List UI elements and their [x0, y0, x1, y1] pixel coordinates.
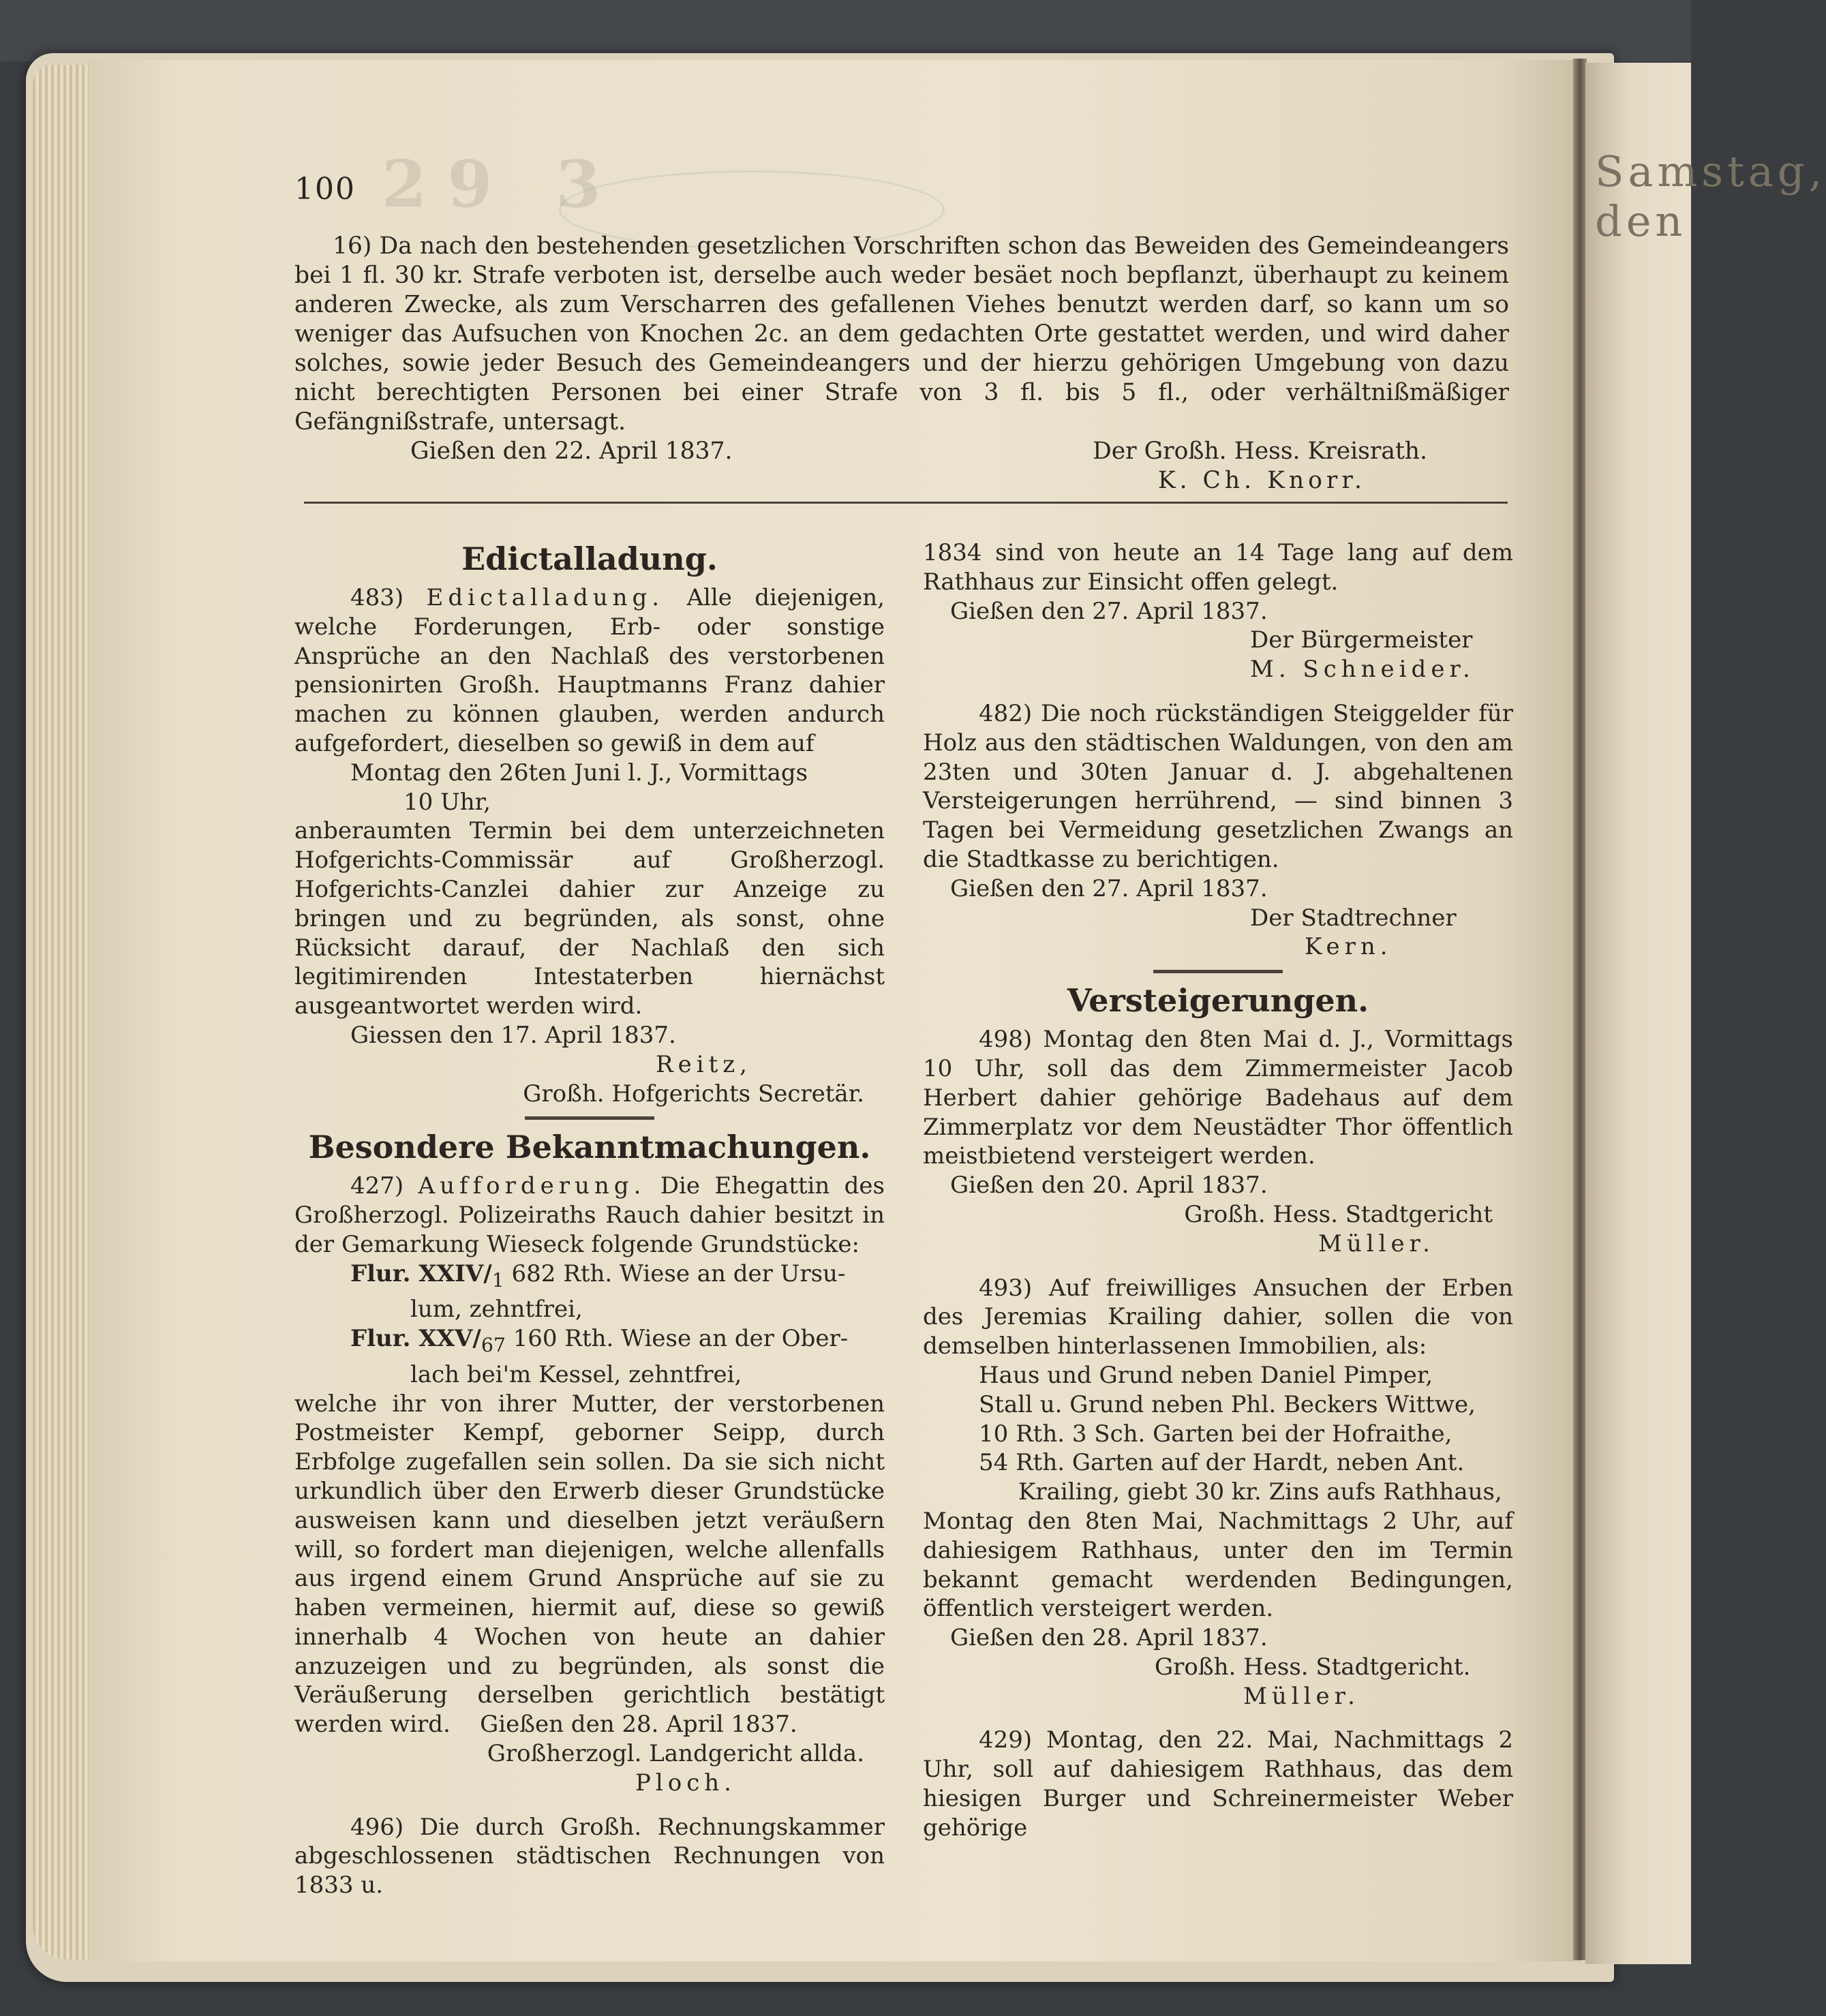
- notice-498: 498) Montag den 8ten Mai d. J., Vormittags 10 Uhr, soll das dem Zimmermeister Jacob Herbert dahier gehörige Badehaus auf dem Zimmerplatz vor dem Neustädter Thor öffentlich meistbietend versteigert werden.: [923, 1026, 1513, 1170]
- spacer: [294, 1798, 885, 1813]
- left-column: [294, 538, 885, 1900]
- top-notice: [294, 232, 1509, 495]
- notice-496: 496) Die durch Großh. Rechnungskammer abgeschlossenen städtischen Rechnungen von 1833 u.: [294, 1813, 885, 1899]
- heading-edictalladung: Edictalladung.: [461, 540, 718, 577]
- top-notice-body: 16) Da nach den bestehenden gesetzlichen Vorschriften schon das Beweiden des Gemeindeangers bei 1 fl. 30 kr. Strafe verboten ist, derselbe auch weder besäet noch bepflanzt, überhaupt zu keinem anderen Zwecke, als zum Verscharren des gefallenen Viehes benutzt werden darf, so kann um so weniger das Aufsuchen von Knochen 2c. an dem gedachten Orte gestattet werden, und wird daher solches, sowie jeder Besuch des Gemeindeangers und der hierzu gehörigen Umgebung von dazu nicht berechtigten Personen bei einer Strafe von 3 fl. bis 5 fl., oder verhältnißmäßiger Gefängnißstrafe, untersagt.: [294, 232, 1509, 436]
- top-notice-signature-line: [294, 437, 1509, 466]
- notice-427: [294, 1172, 885, 1259]
- notice-483-body: Alle diejenigen, welche Forderungen, Erb- oder sonstige Ansprüche an den Nachlaß des verstorbenen pensionirten Großh. Hauptmanns Franz dahier machen zu können glauben, werden andurch aufgefordert, dieselben so gewiß in dem auf: [294, 584, 885, 757]
- notice-498-authority: Großh. Hess. Stadtgericht: [1184, 1200, 1493, 1228]
- parcel-2-cont: lach bei'm Kessel, zehntfrei,: [410, 1360, 742, 1388]
- notice-483-signature: Reitz,: [656, 1050, 752, 1078]
- bleed-through-text: 29 3: [382, 147, 622, 222]
- notice-483-date-line: Montag den 26ten Juni l. J., Vormittags: [350, 759, 808, 786]
- parcel-2-desc: 160 Rth. Wiese an der Ober-: [505, 1325, 849, 1353]
- notice-427-place-date: Gießen den 28. April 1837.: [480, 1711, 797, 1739]
- notice-482: 482) Die noch rückständigen Steiggelder für Holz aus den städtischen Waldungen, von den am 23ten und 30ten Januar d. J. abgehaltenen Versteigerungen herrührend, — sind binnen 3 Tagen bei Vermeidung gesetzlichen Zwangs an die Stadtkasse zu berichtigen.: [923, 699, 1513, 873]
- parcel-1: [294, 1259, 885, 1296]
- notice-482-authority: Der Stadtrechner: [1250, 904, 1457, 932]
- parcel-1-desc: 682 Rth. Wiese an der Ursu-: [504, 1259, 846, 1287]
- parcel-2: [294, 1324, 885, 1360]
- parcel-1-sub: 1: [491, 1268, 504, 1292]
- notice-429: 429) Montag, den 22. Mai, Nachmittags 2 Uhr, soll auf dahiesigem Rathhaus, das dem hiesigen Burger und Schreinermeister Weber gehörige: [923, 1726, 1513, 1842]
- notice-427-body2: welche ihr von ihrer Mutter, der verstorbenen Postmeister Kempf, geborner Seipp, durch Erbfolge zugefallen sein sollen. Da sie sich nicht urkundlich über den Erwerb dieser Grundstücke ausweisen kann und dieselben jetzt veräußern will, so fordert man diejenigen, welche allenfalls aus irgend einem Grund Ansprüche auf sie zu haben vermeinen, hiermit auf, diese so gewiß innerhalb 4 Wochen von heute an dahier anzuzeigen und zu begründen, als sonst die Veräußerung derselben gerichtlich bestätigt werden wird.: [294, 1390, 885, 1739]
- notice-483-body-cont: anberaumten Termin bei dem unterzeichneten Hofgerichts-Commissär auf Großherzogl. Hofgerichts-Canzlei dahier zur Anzeige zu bringen und zu begründen, als sonst, ohne Rücksicht darauf, der Nachlaß den sich legitimirenden Intestaterben hiernächst ausgeantwortet werden wird.: [294, 817, 885, 1020]
- book-gutter: [1573, 59, 1587, 1960]
- notice-427-body-cont: [294, 1390, 885, 1740]
- notice-496-authority: Der Bürgermeister: [1250, 626, 1473, 654]
- notice-496-cont: 1834 sind von heute an 14 Tage lang auf dem Rathhaus zur Einsicht offen gelegt.: [923, 539, 1513, 596]
- notice-493-body: Montag den 8ten Mai, Nachmittags 2 Uhr, auf dahiesigem Rathhaus, unter den im Termin bekannt gemacht werdenden Bedingungen, öffentlich versteigert werden.: [923, 1507, 1513, 1623]
- notice-493-authority: Großh. Hess. Stadtgericht.: [1155, 1653, 1471, 1681]
- parcel-1-cont: lum, zehntfrei,: [410, 1296, 583, 1324]
- notice-483: [294, 583, 885, 759]
- facing-page-fragment: Samstag, den: [1595, 147, 1826, 246]
- facing-page: [1585, 63, 1691, 1964]
- top-notice-signature: K. Ch. Knorr.: [1157, 467, 1366, 494]
- notice-483-title: Edictalladung.: [426, 584, 665, 611]
- notice-493-place-date: Gießen den 28. April 1837.: [950, 1624, 1268, 1652]
- notice-498-signature: Müller.: [1318, 1230, 1435, 1257]
- top-notice-authority: Der Großh. Hess. Kreisrath.: [1093, 438, 1427, 465]
- notice-493-item-cont: Krailing, giebt 30 kr. Zins aufs Rathhaus,: [1018, 1478, 1502, 1506]
- notice-483-signature-title: Großh. Hofgerichts Secretär.: [523, 1080, 864, 1108]
- notice-493-item-3: 10 Rth. 3 Sch. Garten bei der Hofraithe,: [979, 1420, 1452, 1448]
- notice-427-body: Die Ehegattin des Großherzogl. Polizeiraths Rauch dahier besitzt in der Gemarkung Wieseck folgende Grundstücke:: [294, 1172, 885, 1258]
- notice-493-signature: Müller.: [1243, 1682, 1360, 1710]
- notice-482-place-date: Gießen den 27. April 1837.: [950, 874, 1268, 902]
- short-divider: [1153, 970, 1283, 973]
- heading-bekanntmachungen: Besondere Bekanntmachungen.: [308, 1129, 871, 1166]
- notice-483-place-date: Giessen den 17. April 1837.: [350, 1021, 676, 1049]
- notice-498-place-date: Gießen den 20. April 1837.: [950, 1172, 1268, 1200]
- notice-493-item-4: 54 Rth. Garten auf der Hardt, neben Ant.: [979, 1449, 1465, 1477]
- notice-427-signature: Ploch.: [635, 1769, 736, 1797]
- right-column: [923, 538, 1513, 1843]
- spacer: [923, 1711, 1513, 1726]
- section-divider: [304, 502, 1508, 504]
- notice-482-signature: Kern.: [1305, 933, 1393, 961]
- parcel-2-label: Flur. XXV/: [350, 1325, 481, 1353]
- notice-496-signature: M. Schneider.: [1250, 656, 1475, 684]
- notice-427-title: Aufforderung.: [418, 1172, 646, 1200]
- page-number: 100: [294, 172, 356, 207]
- parcel-2-sub: 67: [481, 1333, 506, 1356]
- notice-427-number: 427): [350, 1172, 404, 1200]
- parcel-1-label: Flur. XXIV/: [350, 1259, 492, 1287]
- top-notice-place-date: Gießen den 22. April 1837.: [410, 438, 733, 465]
- heading-versteigerungen: Versteigerungen.: [1067, 982, 1369, 1020]
- notice-493-item-2: Stall u. Grund neben Phl. Beckers Wittwe,: [979, 1390, 1476, 1418]
- spacer: [923, 684, 1513, 699]
- notice-427-authority: Großherzogl. Landgericht allda.: [487, 1740, 864, 1768]
- notice-493-item-1: Haus und Grund neben Daniel Pimper,: [979, 1361, 1433, 1389]
- notice-493: 493) Auf freiwilliges Ansuchen der Erben des Jeremias Krailing dahier, sollen die von demselben hinterlassenen Immobilien, als:: [923, 1274, 1513, 1360]
- notice-483-number: 483): [350, 584, 404, 611]
- short-divider: [525, 1116, 654, 1120]
- notice-483-time-line: 10 Uhr,: [404, 788, 491, 816]
- scanner-backdrop: [0, 0, 1691, 61]
- spacer: [923, 1259, 1513, 1274]
- notice-496-place-date: Gießen den 27. April 1837.: [950, 597, 1268, 625]
